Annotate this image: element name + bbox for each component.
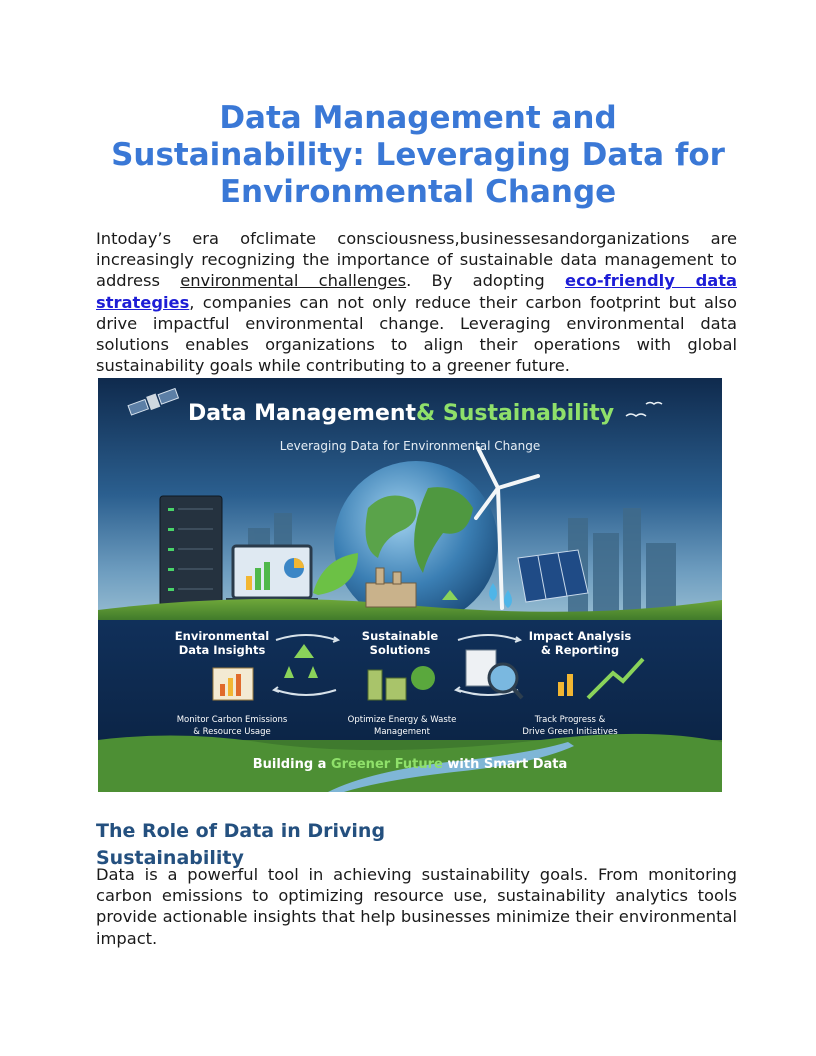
col2-heading-2: Solutions — [369, 643, 431, 657]
col2-caption-2: Management — [374, 727, 430, 737]
intro-text-1: Intoday’s era ofclimate consciousness,businessesandorganizations are increasingly recognizing the importance of sustainable data management to address — [96, 229, 737, 291]
hero-footer-part3: with Smart Data — [442, 757, 568, 772]
col1-caption-1: Monitor Carbon Emissions — [176, 715, 288, 725]
hero-footer — [253, 757, 568, 772]
page-title: Data Management and Sustainability: Leveraging Data for Environmental Change — [111, 100, 725, 210]
hero-illustration — [98, 378, 722, 792]
col2-caption-1: Optimize Energy & Waste — [347, 715, 457, 725]
hero-footer-part2: Greener Future — [330, 757, 443, 772]
col1-heading-2: Data Insights — [178, 643, 266, 657]
hero-title-part2: & Sustainability — [416, 401, 615, 426]
section-heading: The Role of Data in Driving Sustainability — [96, 820, 386, 869]
col3-caption-1: Track Progress & — [534, 715, 606, 725]
eco-friendly-strategies-link[interactable]: eco-friendly data strategies — [96, 271, 737, 312]
hero-footer-part1: Building a — [252, 757, 331, 772]
hero-image — [98, 378, 722, 792]
laptop-chart-icon — [226, 546, 318, 604]
col3-heading-2: & Reporting — [540, 643, 620, 657]
col1-caption-2: & Resource Usage — [193, 727, 271, 737]
hero-subtitle: Leveraging Data for Environmental Change — [279, 439, 541, 453]
intro-underlined-phrase: environmental challenges — [180, 271, 407, 291]
col2-heading-1: Sustainable — [361, 629, 439, 643]
bar-chart-icon — [213, 668, 253, 700]
col1-heading-1: Environmental — [174, 629, 270, 643]
solar-panel-icon — [518, 550, 588, 602]
section-paragraph: Data is a powerful tool in achieving sustainability goals. From monitoring carbon emissions to optimizing resource use, sustainability analytics tools provide actionable insights that help businesses minimize their environmental impact. — [96, 865, 737, 948]
intro-paragraph — [96, 228, 737, 376]
col3-caption-2: Drive Green Initiatives — [522, 727, 618, 737]
intro-text-2: . By adopting — [406, 271, 566, 291]
col3-heading-1: Impact Analysis — [528, 629, 632, 643]
intro-text-3: , companies can not only reduce their carbon footprint but also drive impactful environmental change. Leveraging environmental data solutions enables organizations to align their operations with global sustainability goals while contributing to a greener future. — [96, 292, 737, 376]
hero-title-part1: Data Management — [188, 401, 417, 426]
